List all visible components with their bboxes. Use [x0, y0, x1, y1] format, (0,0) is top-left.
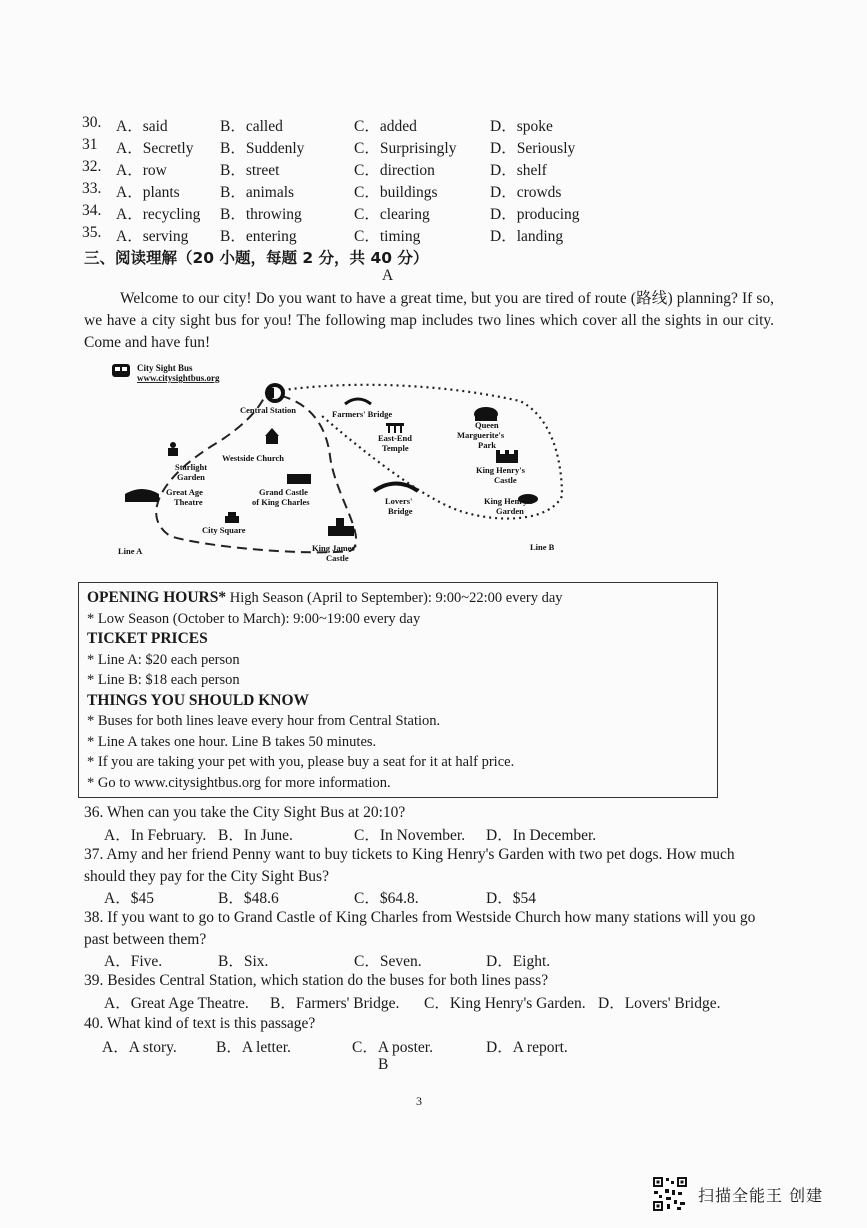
question-39-stem: 39. Besides Central Station, which station do the buses for both lines pass? [84, 972, 549, 989]
option-b: B．$48.6 [218, 890, 279, 907]
question-36-options [0, 823, 867, 845]
lovers-label: Lovers' [385, 496, 413, 506]
question-37-text: 37. Amy and her friend Penny want to buy tickets to King Henry's Garden with two pet dogs. How much should they pay for the City Sight Bus? [84, 846, 735, 885]
option-b: B．animals [220, 184, 295, 201]
city-square-icon [225, 512, 239, 523]
king-henrys-label: King Henry's [476, 465, 525, 475]
castle-label: Castle [494, 475, 517, 485]
option-c: C．added [354, 118, 417, 135]
central-station-label: Central Station [240, 405, 296, 415]
option-a: A．Secretly [116, 140, 194, 157]
option-c: C．clearing [354, 206, 430, 223]
question-number: 33. [82, 180, 102, 197]
option-a: A．A story. [102, 1039, 177, 1056]
option-a: A．recycling [116, 206, 201, 223]
option-c: C．timing [354, 228, 421, 245]
question-number: 32. [82, 158, 102, 175]
king-henrys-garden-label: King Henry's [484, 496, 533, 506]
option-c: C．Surprisingly [354, 140, 457, 157]
option-c: C．A poster. [352, 1039, 433, 1056]
question-number: 35. [82, 224, 102, 241]
question-40-options [0, 1035, 867, 1057]
option-b: B．throwing [220, 206, 302, 223]
question-number: 30. [82, 114, 102, 131]
temple-label: Temple [382, 443, 409, 453]
question-number: 34. [82, 202, 102, 219]
option-d: D．A report. [486, 1039, 568, 1056]
question-37-options [0, 886, 867, 908]
note-3: * If you are taking your pet with you, please buy a seat for it at half price. [87, 754, 515, 770]
option-d: D．crowds [490, 184, 562, 201]
page-number: 3 [416, 1094, 422, 1108]
qr-code-icon [652, 1176, 688, 1212]
option-c: C．King Henry's Garden. [424, 995, 586, 1012]
line-a-label: Line A [118, 546, 143, 556]
option-c: C．direction [354, 162, 435, 179]
queen-label: Queen [475, 420, 499, 430]
high-season-text: High Season (April to September): 9:00~22:00 every day [226, 590, 563, 606]
section-heading: 三、阅读理解（20 小题，每题 2 分，共 40 分） [84, 249, 429, 267]
option-c: C．buildings [354, 184, 438, 201]
option-a: A．row [116, 162, 167, 179]
option-a: A．Five. [104, 953, 163, 970]
bridge-icon [345, 399, 371, 404]
line-a-price: * Line A: $20 each person [87, 651, 240, 668]
line-b-label: Line B [530, 542, 555, 552]
bus-logo-icon [112, 364, 130, 377]
question-38-stem: 38. If you want to go to Grand Castle of King Charles from Westside Church how many stations will you go past between them? [84, 909, 756, 948]
logo-name: City Sight Bus [137, 363, 193, 373]
option-d: D．In December. [486, 827, 597, 844]
option-a: A．In February. [104, 827, 207, 844]
east-end-label: East-End [378, 433, 413, 443]
scanner-watermark [652, 1174, 823, 1214]
option-d: D．landing [490, 228, 564, 245]
question-number: 31 [82, 136, 98, 153]
farmers-bridge-label: Farmers' Bridge [332, 409, 393, 419]
option-d: D．Seriously [490, 140, 576, 157]
westside-church-label: Westside Church [222, 453, 284, 463]
park-label: Park [478, 440, 496, 450]
lovers-bridge-icon [374, 484, 418, 492]
castle-icon [287, 474, 311, 484]
note-2: * Line A takes one hour. Line B takes 50 minutes. [87, 733, 377, 750]
option-b: B．Six. [218, 953, 269, 970]
watermark-text: 扫描全能王 创建 [698, 1185, 824, 1205]
low-season-text: * Low Season (October to March): 9:00~19:00 every day [87, 610, 421, 627]
central-station-icon [265, 383, 285, 403]
city-square-label: City Square [202, 525, 246, 535]
city-sight-bus-map [100, 356, 580, 570]
opening-hours-title: OPENING HOURS* [87, 589, 227, 606]
great-age-label: Great Age [166, 487, 203, 497]
theatre-label: Theatre [174, 497, 203, 507]
info-box [78, 582, 718, 798]
passage-b-letter: B [378, 1056, 389, 1073]
king-james-label: King James' [312, 543, 358, 553]
option-c: C．In November. [354, 827, 466, 844]
option-b: B．Suddenly [220, 140, 305, 157]
park-icon [474, 407, 498, 421]
bridge-label: Bridge [388, 506, 413, 516]
line-b-price: * Line B: $18 each person [87, 672, 240, 688]
garden-icon [168, 442, 178, 456]
opening-hours-line [87, 588, 709, 609]
option-b: B．entering [220, 228, 297, 245]
option-d: D．spoke [490, 118, 553, 135]
castle-label-2: Castle [326, 553, 349, 563]
garden-label-2: Garden [496, 506, 524, 516]
option-d: D．$54 [486, 890, 536, 907]
option-a: A．$45 [104, 890, 154, 907]
option-b: B．In June. [218, 827, 293, 844]
logo-url: www.citysightbus.org [137, 373, 220, 383]
option-b: B．street [220, 162, 280, 179]
question-40-stem: 40. What kind of text is this passage? [84, 1015, 316, 1032]
option-c: C．Seven. [354, 953, 422, 970]
grand-castle-label: Grand Castle [259, 487, 308, 497]
question-37-stem [84, 844, 774, 888]
starlight-label: Starlight [175, 462, 208, 472]
passage-a-letter: A [382, 267, 394, 284]
option-c: C．$64.8. [354, 890, 419, 907]
intro-paragraph: Welcome to our city! Do you want to have a great time, but you are tired of route (路线) planning? If so, we have a city sight bus for you! The following map includes two lines which cover all the sights in our city. Come and have fun! [84, 290, 774, 351]
option-d: D．Eight. [486, 953, 551, 970]
marguerites-label: Marguerite's [457, 430, 505, 440]
option-d: D．Lovers' Bridge. [598, 995, 721, 1012]
question-39-options [0, 991, 867, 1013]
option-d: D．shelf [490, 162, 547, 179]
option-d: D．producing [490, 206, 580, 223]
ticket-prices-title: TICKET PRICES [87, 630, 208, 647]
church-icon [265, 428, 279, 444]
king-charles-label: of King Charles [252, 497, 310, 507]
option-a: A．serving [116, 228, 189, 245]
note-4: * Go to www.citysightbus.org for more information. [87, 774, 391, 791]
note-1: * Buses for both lines leave every hour from Central Station. [87, 713, 441, 729]
temple-icon [386, 423, 404, 433]
king-james-castle-icon [328, 518, 354, 536]
king-henry-castle-icon [496, 450, 518, 463]
question-38-options [0, 949, 867, 971]
option-a: A．said [116, 118, 168, 135]
option-b: B．A letter. [216, 1039, 291, 1056]
theatre-icon [125, 489, 159, 502]
option-b: B．Farmers' Bridge. [270, 995, 400, 1012]
garden-label: Garden [177, 472, 205, 482]
option-a: A．plants [116, 184, 180, 201]
things-to-know-title: THINGS YOU SHOULD KNOW [87, 691, 310, 709]
option-a: A．Great Age Theatre. [104, 995, 249, 1012]
option-b: B．called [220, 118, 283, 135]
question-36-stem: 36. When can you take the City Sight Bus at 20:10? [84, 804, 406, 821]
